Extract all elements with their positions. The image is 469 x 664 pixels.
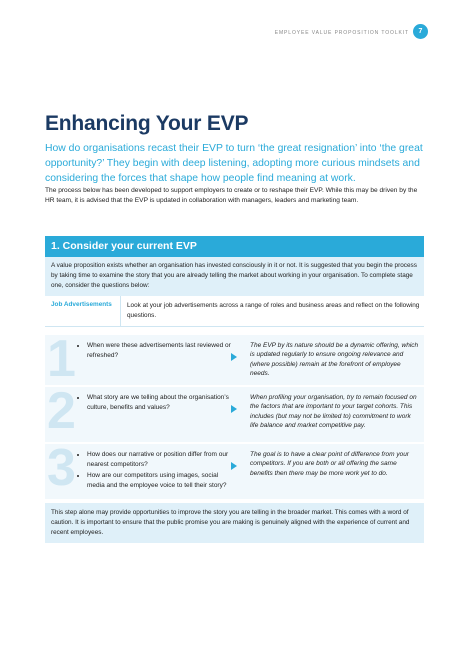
question-note: The EVP by its nature should be a dynamic offering, which is updated regularly to ensure ongoing relevance and (where possible) remain at the forefront of employee needs.: [250, 342, 419, 378]
page-number-badge: 7: [413, 24, 428, 39]
running-header: EMPLOYEE VALUE PROPOSITION TOOLKIT: [274, 30, 409, 36]
question-row: [45, 335, 424, 387]
job-ads-text: Look at your job advertisements across a range of roles and business areas and reflect on the following questions.: [127, 302, 420, 319]
job-ads-row: [45, 296, 424, 327]
consider-evp-section: [45, 236, 424, 543]
section-heading: 1. Consider your current EVP: [45, 236, 424, 257]
question-bullet: • What story are we telling about the organisation’s culture, benefits and values?: [87, 393, 237, 412]
page-title: Enhancing Your EVP: [45, 112, 249, 135]
question-bullets: [75, 393, 237, 414]
section-intro: A value proposition exists whether an organisation has invested consciously in it or not. It is suggested that you begin the process by taking time to examine the story that you are already telling the market about working in your organisation. To complete stage one, consider the questions below:: [45, 257, 424, 296]
closing-paragraph: This step alone may provide opportunities to improve the story you are telling in the broader market. This comes with a word of caution. It is important to ensure that the public promise you are making is genuinely aligned with the experience of current and recent employees.: [45, 503, 424, 543]
question-number: 1: [47, 335, 76, 387]
intro-paragraph: The process below has been developed to support employers to create or to reshape their EVP. While this may be driven by the HR team, it is advised that the EVP is updated in collaboration with managers, leaders and marketing team.: [45, 187, 418, 205]
question-bullets: [75, 450, 237, 492]
question-bullets: [75, 341, 237, 362]
question-number: 2: [47, 387, 76, 440]
job-ads-label: Job Advertisements: [45, 296, 121, 326]
question-bullet: • When were these advertisements last reviewed or refreshed?: [87, 341, 237, 360]
arrow-right-icon: [231, 405, 237, 413]
arrow-right-icon: [231, 353, 237, 361]
question-bullet: • How does our narrative or position differ from our nearest competitors?: [87, 450, 237, 469]
question-number: 3: [47, 444, 76, 497]
page-subtitle: How do organisations recast their EVP to turn ‘the great resignation’ into ‘the great opportunity?’ They begin with deep listening, adopting more curious mindsets and considering the forces that shape how people find meaning at work.: [45, 143, 423, 184]
question-row: [45, 444, 424, 501]
arrow-right-icon: [231, 462, 237, 470]
question-row: [45, 387, 424, 444]
question-note: The goal is to have a clear point of difference from your competitors. If you are both or all offering the same benefits then there may be more work yet to do.: [250, 451, 409, 477]
question-note: When profiling your organisation, try to remain focused on the factors that are important to your target cohorts. This includes (but may not be limited to) commitment to work life balance and market competitive pay.: [250, 394, 417, 430]
question-bullet: • How are our competitors using images, social media and the employee voice to tell their story?: [87, 471, 237, 490]
